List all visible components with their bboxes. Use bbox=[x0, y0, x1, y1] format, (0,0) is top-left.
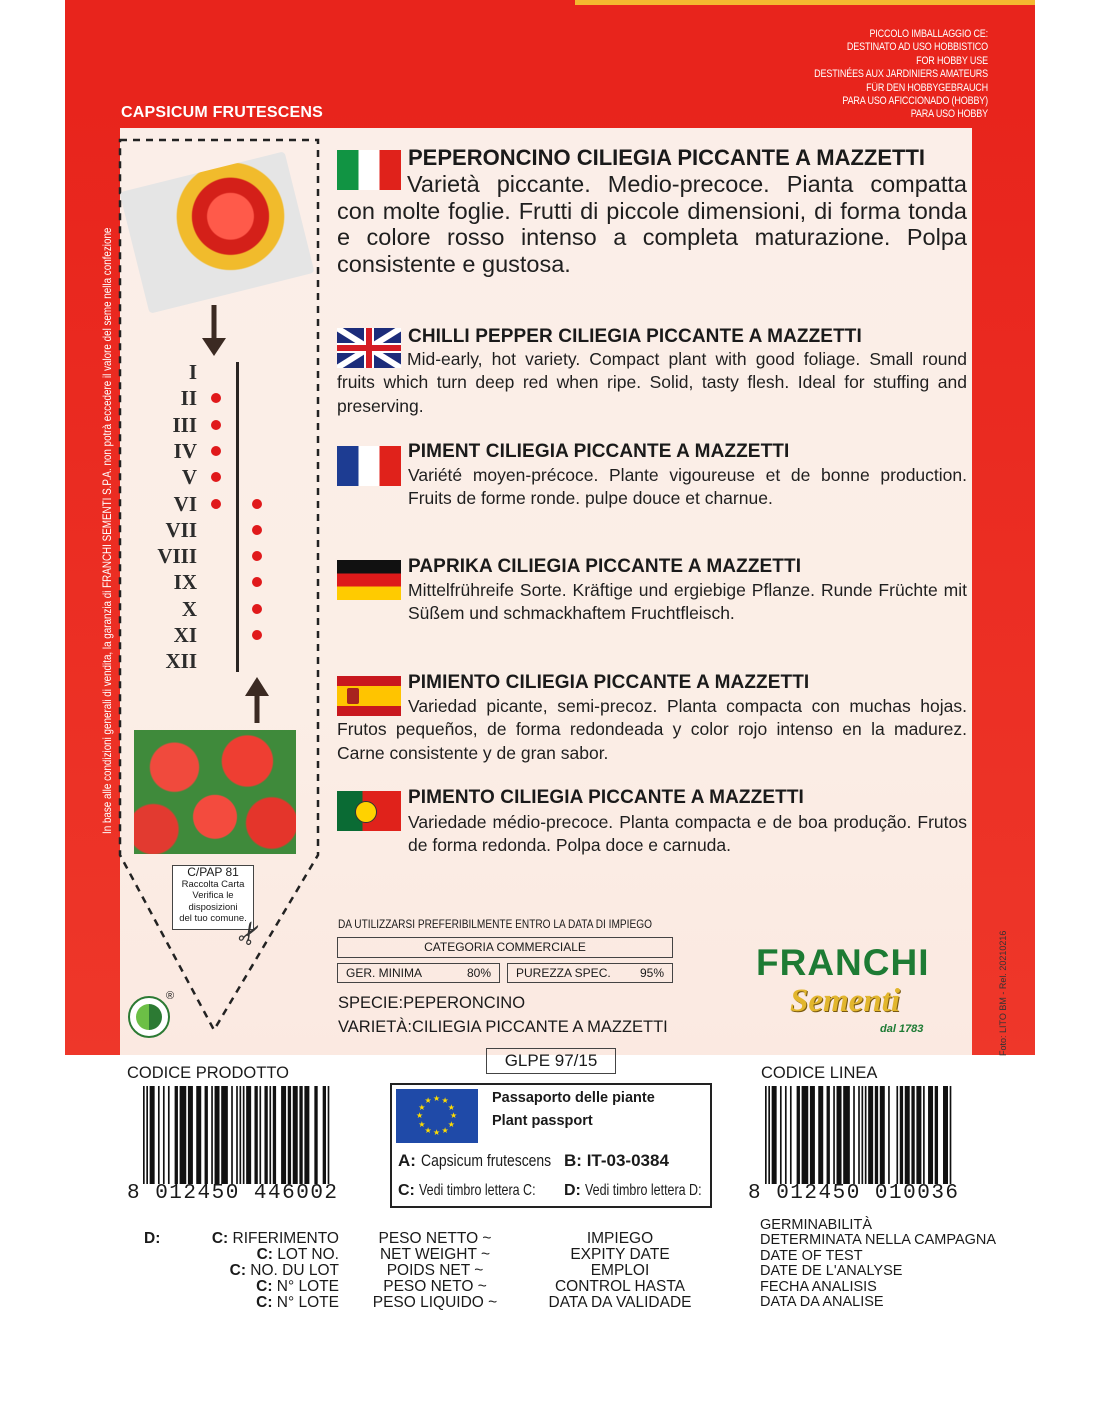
brand-logo-franchi: FRANCHI bbox=[756, 942, 930, 983]
barcode-bar bbox=[243, 1086, 245, 1184]
recycle-info-box: C/PAP 81 Raccolta Carta Verifica le disposizioni del tuo comune. bbox=[172, 865, 254, 930]
barcode-bar bbox=[911, 1086, 914, 1184]
barcode-bar bbox=[928, 1086, 933, 1184]
varieta-line: VARIETÀ:CILIEGIA PICCANTE A MAZZETTI bbox=[338, 1018, 668, 1036]
warranty-vertical-note: In base alle condizioni generali di vendita, la garanzia di FRANCHI SEMENTI S.P.A. non potrà eccedere il valore del seme nella confezione bbox=[100, 227, 114, 834]
eu-star-icon: ★ bbox=[450, 1111, 458, 1120]
product-code-label: CODICE PRODOTTO bbox=[127, 1064, 289, 1082]
harvest-dot bbox=[252, 499, 262, 509]
eu-star-icon: ★ bbox=[418, 1102, 426, 1112]
green-dot-recycling-icon bbox=[128, 996, 170, 1038]
photo-credit: Foto: LITO BM - Rel. 20210216 bbox=[998, 930, 1008, 1056]
passport-b: B: IT-03-0384 bbox=[564, 1151, 669, 1170]
harvest-dot bbox=[252, 525, 262, 535]
preferably-use-note: DA UTILIZZARSI PREFERIBILMENTE ENTRO LA DATA DI IMPIEGO bbox=[338, 919, 652, 931]
passport-d: D: Vedi timbro lettera D: bbox=[564, 1182, 702, 1199]
barcode-bar bbox=[188, 1086, 193, 1184]
species-latin-name: CAPSICUM FRUTESCENS bbox=[121, 104, 324, 121]
sowing-dot bbox=[211, 446, 221, 456]
barcode-bar bbox=[861, 1086, 863, 1184]
description-italian: Varietà piccante. Medio-precoce. Pianta compatta con molte foglie. Frutti di piccole dimensioni, di forma tonda e colore rosso intenso a completa maturazione. Polpa consistente e gustosa. bbox=[337, 171, 967, 277]
barcode-bar bbox=[858, 1086, 860, 1184]
barcode-bar bbox=[215, 1086, 220, 1184]
passport-title-en: Plant passport bbox=[492, 1113, 593, 1129]
barcode-bar bbox=[785, 1086, 787, 1184]
description-portuguese: Variedade médio-precoce. Planta compacta e de boa produção. Frutos de forma redonda. Polpa doce e carnuda. bbox=[408, 812, 967, 856]
title-portuguese: PIMENTO CILIEGIA PICCANTE A MAZZETTI bbox=[408, 787, 804, 808]
month-label: IX bbox=[173, 570, 197, 595]
barcode-bar bbox=[765, 1086, 767, 1184]
barcode-bar bbox=[168, 1086, 170, 1184]
barcode-bar bbox=[143, 1086, 145, 1184]
eu-star-icon: ★ bbox=[424, 1125, 432, 1135]
portugal-flag-icon bbox=[337, 791, 401, 831]
passport-title-it: Passaporto delle piante bbox=[492, 1090, 655, 1106]
barcode-bar bbox=[221, 1086, 228, 1184]
glpe-code: GLPE 97/15 bbox=[486, 1048, 616, 1074]
scissors-icon: ✂ bbox=[229, 914, 272, 953]
month-label: VIII bbox=[157, 544, 197, 569]
month-label: III bbox=[172, 412, 197, 437]
barcode-bar bbox=[810, 1086, 815, 1184]
description-spanish: Variedad picante, semi-precoz. Planta compacta con muchas hojas. Frutos pequeños, de forma redondeada y color rojo intenso en la madurez. Carne consistente y de gran sabor. bbox=[337, 696, 967, 763]
line-barcode-number: 8 012450 010036 bbox=[748, 1182, 960, 1205]
line-code-label: CODICE LINEA bbox=[761, 1064, 878, 1082]
eu-star-icon: ★ bbox=[418, 1119, 426, 1129]
hobby-line: FÜR DEN HOBBYGEBRAUCH bbox=[866, 81, 988, 94]
footer-germination-column: GERMINABILITÀ DETERMINATA NELLA CAMPAGNA DATE OF TEST DATE DE L'ANALYSE FECHA ANALISIS DATA DA ANALISE bbox=[760, 1217, 997, 1311]
barcode-bar bbox=[818, 1086, 823, 1184]
line-barcode bbox=[765, 1086, 955, 1184]
hobby-line: DESTINÉES AUX JARDINIERS AMATEURS bbox=[814, 68, 988, 81]
barcode-bar bbox=[790, 1086, 792, 1184]
barcode-bar bbox=[304, 1086, 309, 1184]
barcode-bar bbox=[905, 1086, 910, 1184]
title-english: CHILLI PEPPER CILIEGIA PICCANTE A MAZZETTI bbox=[408, 326, 862, 347]
eu-star-icon: ★ bbox=[416, 1111, 424, 1120]
footer-weight-column: PESO NETTO ~ NET WEIGHT ~ POIDS NET ~ PESO NETO ~ PESO LIQUIDO ~ bbox=[372, 1230, 498, 1311]
barcode-bar bbox=[888, 1086, 890, 1184]
eu-star-icon: ★ bbox=[447, 1102, 455, 1112]
hobby-line: DESTINATO AD USO HOBBISTICO bbox=[846, 41, 988, 54]
specie-line: SPECIE:PEPERONCINO bbox=[338, 994, 526, 1012]
eu-star-icon: ★ bbox=[424, 1096, 432, 1106]
brand-since: dal 1783 bbox=[880, 1023, 924, 1035]
barcode-bar bbox=[880, 1086, 885, 1184]
barcode-bar bbox=[158, 1086, 160, 1184]
footer-lot-column: C: RIFERIMENTO C: LOT NO. C: NO. DU LOT C: N° LOTE C: N° LOTE bbox=[211, 1230, 339, 1311]
barcode-bar bbox=[236, 1086, 238, 1184]
barcode-bar bbox=[150, 1086, 155, 1184]
title-french: PIMENT CILIEGIA PICCANTE A MAZZETTI bbox=[408, 441, 790, 462]
barcode-bar bbox=[950, 1086, 952, 1184]
harvest-dot bbox=[252, 630, 262, 640]
month-label: VII bbox=[165, 517, 197, 542]
barcode-bar bbox=[780, 1086, 782, 1184]
eu-flag-icon bbox=[396, 1089, 478, 1143]
month-label: I bbox=[188, 360, 197, 384]
sowing-dot bbox=[211, 499, 221, 509]
barcode-bar bbox=[797, 1086, 800, 1184]
barcode-bar bbox=[896, 1086, 898, 1184]
title-italian: PEPERONCINO CILIEGIA PICCANTE A MAZZETTI bbox=[408, 145, 926, 170]
barcode-bar bbox=[211, 1086, 213, 1184]
barcode-bar bbox=[900, 1086, 903, 1184]
month-label: II bbox=[180, 386, 197, 411]
barcode-bar bbox=[853, 1086, 855, 1184]
month-label: XI bbox=[173, 623, 197, 647]
barcode-bar bbox=[259, 1086, 261, 1184]
hobby-line: PARA USO AFICCIONADO (HOBBY) bbox=[842, 95, 988, 108]
barcode-bar bbox=[943, 1086, 948, 1184]
barcode-bar bbox=[923, 1086, 925, 1184]
title-spanish: PIMIENTO CILIEGIA PICCANTE A MAZZETTI bbox=[408, 672, 810, 693]
barcode-bar bbox=[269, 1086, 271, 1184]
barcode-bar bbox=[205, 1086, 208, 1184]
commercial-category: CATEGORIA COMMERCIALE bbox=[337, 937, 673, 958]
barcode-bar bbox=[772, 1086, 777, 1184]
sowing-dot bbox=[211, 420, 221, 430]
product-barcode-number: 8 012450 446002 bbox=[127, 1182, 339, 1205]
barcode-bar bbox=[246, 1086, 251, 1184]
barcode-bar bbox=[827, 1086, 830, 1184]
barcode-bar bbox=[865, 1086, 867, 1184]
passport-c: C: Vedi timbro lettera C: bbox=[398, 1182, 536, 1199]
barcode-bar bbox=[231, 1086, 233, 1184]
barcode-bar bbox=[328, 1086, 330, 1184]
brand-logo-sementi: Sementi bbox=[790, 983, 901, 1019]
hobby-line: PARA USO HOBBY bbox=[910, 108, 988, 121]
harvest-dot bbox=[252, 604, 262, 614]
harvest-line bbox=[236, 362, 239, 672]
barcode-bar bbox=[180, 1086, 187, 1184]
barcode-bar bbox=[868, 1086, 873, 1184]
barcode-bar bbox=[239, 1086, 241, 1184]
barcode-bar bbox=[288, 1086, 291, 1184]
barcode-bar bbox=[254, 1086, 257, 1184]
eu-star-icon: ★ bbox=[433, 1094, 441, 1103]
month-label: V bbox=[181, 465, 197, 490]
month-label: IV bbox=[173, 438, 197, 463]
barcode-bar bbox=[264, 1086, 267, 1184]
barcode-bar bbox=[323, 1086, 326, 1184]
eu-star-icon: ★ bbox=[441, 1125, 449, 1135]
barcode-bar bbox=[833, 1086, 835, 1184]
barcode-bar bbox=[875, 1086, 878, 1184]
barcode-bar bbox=[802, 1086, 809, 1184]
germany-flag-icon bbox=[337, 560, 401, 600]
month-label: XII bbox=[165, 649, 197, 674]
footer-d-label: D: bbox=[144, 1230, 161, 1247]
hobby-line: FOR HOBBY USE bbox=[916, 54, 988, 67]
title-german: PAPRIKA CILIEGIA PICCANTE A MAZZETTI bbox=[408, 556, 802, 577]
footer-expiry-column: IMPIEGO EXPITY DATE EMPLOI CONTROL HASTA DATA DA VALIDADE bbox=[548, 1230, 692, 1311]
chilli-photo bbox=[134, 730, 296, 854]
barcode-bar bbox=[293, 1086, 298, 1184]
barcode-bar bbox=[163, 1086, 165, 1184]
purity-box: PUREZZA SPEC. 95% bbox=[507, 963, 673, 983]
barcode-bar bbox=[146, 1086, 148, 1184]
barcode-bar bbox=[768, 1086, 770, 1184]
barcode-bar bbox=[175, 1086, 178, 1184]
plant-passport bbox=[390, 1083, 712, 1208]
passport-a: A: Capsicum frutescens bbox=[398, 1151, 551, 1170]
barcode-bar bbox=[196, 1086, 201, 1184]
germination-box: GER. MINIMA 80% bbox=[337, 963, 500, 983]
month-label: X bbox=[181, 596, 197, 621]
description-french: Variété moyen-précoce. Plante vigoureuse et de bonne production. Fruits de forme ronde. pulpe douce et charnue. bbox=[408, 465, 967, 509]
description-english: Mid-early, hot variety. Compact plant with good foliage. Small round fruits which turn deep red when ripe. Solid, tasty flesh. Ideal for stuffing and preserving. bbox=[337, 349, 967, 416]
eu-star-icon: ★ bbox=[441, 1096, 449, 1106]
barcode-bar bbox=[837, 1086, 842, 1184]
product-barcode bbox=[143, 1086, 333, 1184]
barcode-bar bbox=[299, 1086, 302, 1184]
barcode-bar bbox=[935, 1086, 938, 1184]
france-flag-icon bbox=[337, 446, 401, 486]
barcode-bar bbox=[314, 1086, 317, 1184]
barcode-bar bbox=[273, 1086, 276, 1184]
description-german: Mittelfrühreife Sorte. Kräftige und ergiebige Pflanze. Runde Früchte mit Süßem und schmackhaftem Fruchtfleisch. bbox=[408, 580, 967, 624]
registered-mark: ® bbox=[166, 990, 175, 1002]
eu-star-icon: ★ bbox=[433, 1128, 441, 1137]
month-label: VI bbox=[173, 491, 197, 516]
hobby-line: PICCOLO IMBALLAGGIO CE: bbox=[869, 28, 988, 40]
barcode-bar bbox=[916, 1086, 921, 1184]
barcode-bar bbox=[843, 1086, 850, 1184]
eu-star-icon: ★ bbox=[447, 1119, 455, 1129]
barcode-bar bbox=[281, 1086, 286, 1184]
